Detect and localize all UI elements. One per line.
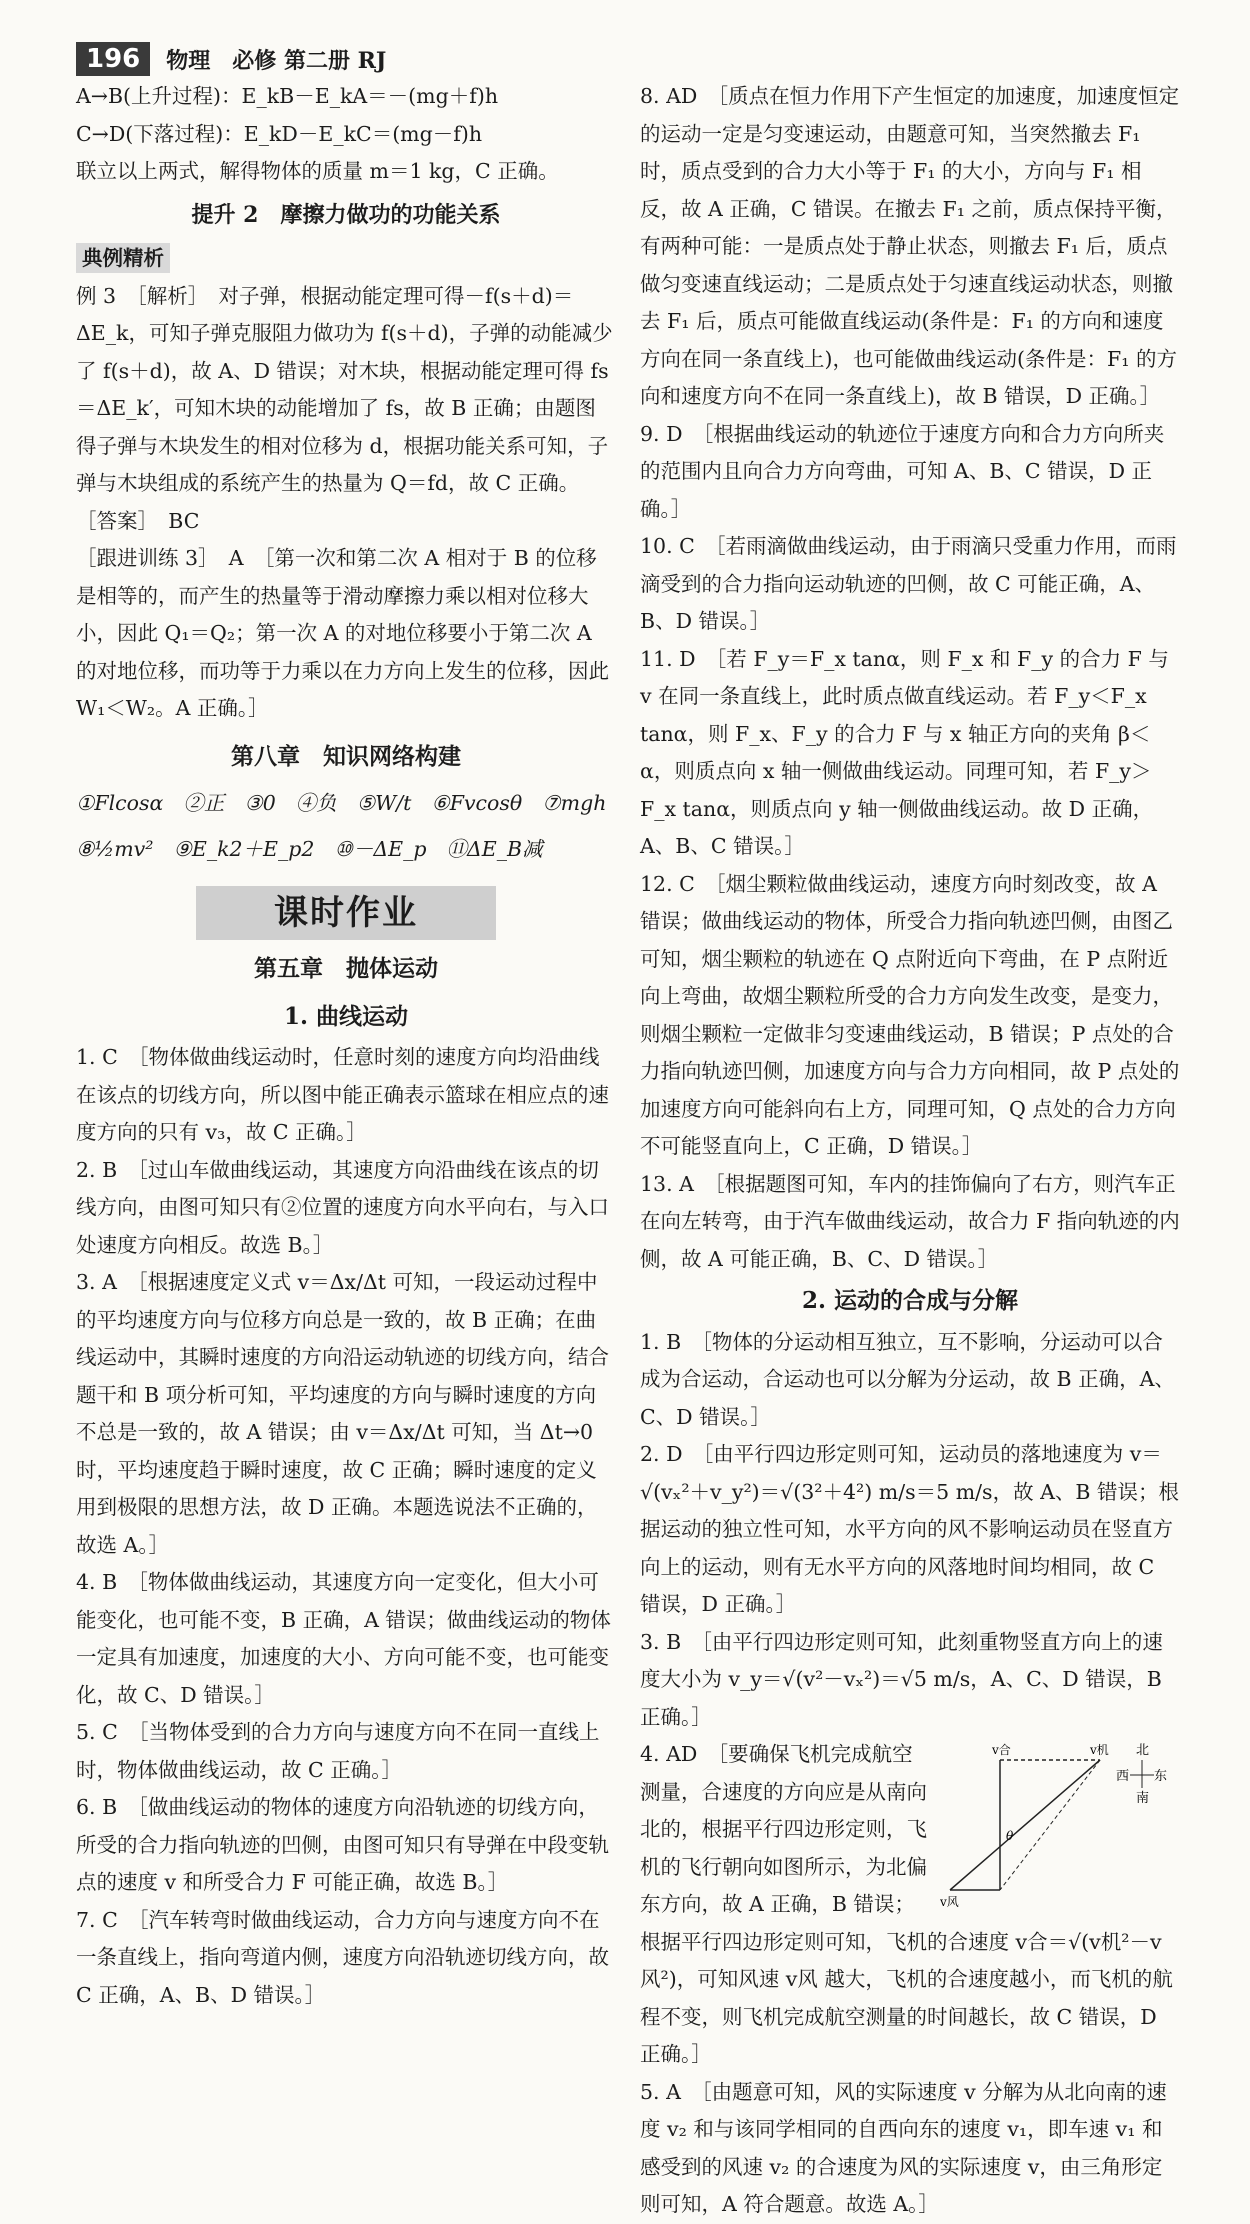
- chapter8-heading: 第八章 知识网络构建: [231, 742, 461, 770]
- lift2-heading: 提升 2 摩擦力做功的功能关系: [191, 201, 501, 228]
- answer-item: 1. C ［物体做曲线运动时，任意时刻的速度方向均沿曲线在该点的切线方向，所以图中能正确表示篮球在相应点的速度方向的只有 v₃，故 C 正确。］: [76, 1045, 609, 1144]
- answer-item: 5. C ［当物体受到的合力方向与速度方向不在同一直线上时，物体做曲线运动，故 C 正确。］: [76, 1720, 600, 1782]
- net-item: ⑥Fvcosθ: [431, 791, 523, 815]
- homework-banner: 课时作业: [196, 886, 496, 940]
- answer-item: 3. A ［根据速度定义式 v＝Δx/Δt 可知，一段运动过程中的平均速度方向与位移方向总是一致的，故 B 正确；在曲线运动中，其瞬时速度的方向沿运动轨迹的切线方向，结合题干和 B 项分析可知，平均速度的方向与瞬时速度的方向不总是一致的，故 A 错误；由 v＝Δx/Δt 可知，当 Δt→0 时，平均速度趋于瞬时速度，故 C 正确；瞬时速度的定义用到极限的思想方法，故 D 正确。本题选说法不正确的，故选 A。］: [76, 1270, 609, 1557]
- answer-text: ［答案］ BC: [76, 508, 200, 533]
- compass-east: 东: [1154, 1769, 1168, 1784]
- net-item: ③0: [244, 791, 276, 815]
- compass-north: 北: [1136, 1743, 1150, 1758]
- knowledge-network: [76, 785, 616, 868]
- chapter5-heading: 第五章 抛体运动: [254, 955, 438, 982]
- answer-item: 10. C ［若雨滴做曲线运动，由于雨滴只受重力作用，而雨滴受到的合力指向运动轨迹的凹侧，故 C 可能正确，A、B、D 错误。］: [640, 534, 1177, 633]
- net-item: ⑪ΔE_B减: [446, 836, 543, 861]
- answer-item: 4. B ［物体做曲线运动，其速度方向一定变化，但大小可能变化，也可能不变，B 正确，A 错误；做曲线运动的物体一定具有加速度，加速度的大小、方向可能不变，也可能变化，故 C、D 错误。］: [76, 1570, 611, 1707]
- velocity-diagram: [940, 1740, 1180, 1910]
- example-tag: 典例精析: [76, 243, 170, 273]
- net-item: ①Flcosα: [76, 791, 164, 815]
- answer-item: 13. A ［根据题图可知，车内的挂饰偏向了右方，则汽车正在向左转弯，由于汽车做曲线运动，故合力 F 指向轨迹的内侧，故 A 可能正确，B、C、D 错误。］: [640, 1171, 1180, 1271]
- answer-item: 4. AD ［要确保飞机完成航空测量，合速度的方向应是从南向北的，根据平行四边形定则，飞机的飞行朝向如图所示，为北偏东方向，故 A 正确，B 错误；根据平行四边形定则可知，飞机的合速度 v合＝√(v机²－v风²)，可知风速 v风 越大，飞机的合速度越小，而飞机的航程不变，则飞机完成航空测量的时间越长，故 C 错误，D 正确。］: [640, 1742, 1173, 2066]
- answer-item: 11. D ［若 F_y＝F_x tanα，则 F_x 和 F_y 的合力 F 与 v 在同一条直线上，此时质点做直线运动。若 F_y＜F_x tanα，则 F_x、F_y 的合力 F 与 x 轴正方向的夹角 β＜α，则质点向 x 轴一侧做曲线运动。同理可知，若 F_y＞F_x tanα，则质点向 y 轴一侧做曲线运动。故 D 正确，A、B、C 错误。］: [640, 646, 1169, 858]
- answer-item: 8. AD ［质点在恒力作用下产生恒定的加速度，加速度恒定的运动一定是匀变速运动，由题意可知，当突然撤去 F₁ 时，质点受到的合力大小等于 F₁ 的大小，方向与 F₁ 相反，故 A 正确，C 错误。在撤去 F₁ 之前，质点保持平衡，有两种可能：一是质点处于静止状态，则撤去 F₁ 后，质点做匀变速直线运动；二是质点处于匀速直线运动状态，则撤去 F₁ 后，质点可能做直线运动(条件是：F₁ 的方向和速度方向在同一条直线上)，也可能做曲线运动(条件是：F₁ 的方向和速度方向不在同一条直线上)，故 B 错误，D 正确。］: [640, 84, 1180, 408]
- compass-south: 南: [1136, 1791, 1150, 1806]
- answer-item: 1. B ［物体的分运动相互独立，互不影响，分运动可以合成为合运动，合运动也可以分解为分运动，故 B 正确，A、C、D 错误。］: [640, 1329, 1175, 1429]
- answer-item: 3. B ［由平行四边形定则可知，此刻重物竖直方向上的速度大小为 v_y＝√(v²－vₓ²)＝√5 m/s，A、C、D 错误，B 正确。］: [640, 1629, 1163, 1729]
- v-ji-arrow: [950, 1760, 1100, 1890]
- diagram-line: [1000, 1760, 1100, 1890]
- text-line: 联立以上两式，解得物体的质量 m＝1 kg，C 正确。: [76, 159, 559, 183]
- label-theta: θ: [1006, 1829, 1014, 1843]
- text-line: A→B(上升过程)：E_kB－E_kA＝－(mg＋f)h: [76, 84, 499, 108]
- answer-item: 9. D ［根据曲线运动的轨迹位于速度方向和合力方向所夹的范围内且向合力方向弯曲，可知 A、B、C 错误，D 正确。］: [640, 421, 1165, 521]
- net-item: ⑦mgh: [542, 791, 607, 815]
- section1-heading: 1. 曲线运动: [283, 1002, 409, 1030]
- section2-heading: 2. 运动的合成与分解: [801, 1287, 1019, 1314]
- answer-item: 7. C ［汽车转弯时做曲线运动，合力方向与速度方向不在一条直线上，指向弯道内侧，速度方向沿轨迹切线方向，故 C 正确，A、B、D 错误。］: [76, 1907, 609, 2007]
- net-item: ②正: [183, 791, 225, 815]
- answer-item: 5. A ［由题意可知，风的实际速度 v 分解为从北向南的速度 v₂ 和与该同学相同的自西向东的速度 v₁，即车速 v₁ 和感受到的风速 v₂ 的合速度为风的实际速度 v，由三角形定则可知，A 符合题意。故选 A。］: [640, 2079, 1167, 2216]
- label-v-ji: v机: [1090, 1743, 1109, 1757]
- answer-item: 6. B ［做曲线运动的物体的速度方向沿轨迹的切线方向，所受的合力指向轨迹的凹侧，由图可知只有导弹在中段变轨点的速度 v 和所受合力 F 可能正确，故选 B。］: [76, 1795, 609, 1894]
- answer-item: 2. D ［由平行四边形定则可知，运动员的落地速度为 v＝√(vₓ²＋v_y²)＝√(3²＋4²) m/s＝5 m/s，故 A、B 错误；根据运动的独立性可知，水平方向的风不影响运动员在竖直方向上的运动，则有无水平方向的风落地时间均相同，故 C 错误，D 正确。］: [640, 1442, 1179, 1616]
- net-item: ④负: [295, 791, 337, 815]
- net-item: ⑨E_k2＋E_p2: [173, 836, 315, 861]
- label-v-feng: v风: [940, 1895, 959, 1909]
- page-number: 196: [76, 42, 150, 76]
- net-item: ⑩－ΔE_p: [334, 836, 427, 861]
- book-title: 物理 必修 第二册 RJ: [166, 47, 387, 74]
- follow-practice-text: ［跟进训练 3］ A ［第一次和第二次 A 相对于 B 的位移是相等的，而产生的热量等于滑动摩擦力乘以相对位移大小，因此 Q₁＝Q₂；第一次 A 的对地位移要小于第二次 A 的对地位移，而功等于力乘以在力方向上发生的位移，因此 W₁＜W₂。A 正确。］: [76, 546, 609, 720]
- answer-item: 2. B ［过山车做曲线运动，其速度方向沿曲线在该点的切线方向，由图可知只有②位置的速度方向水平向右，与入口处速度方向相反。故选 B。］: [76, 1157, 609, 1257]
- answer-item: 12. C ［烟尘颗粒做曲线运动，速度方向时刻改变，故 A 错误；做曲线运动的物体，所受合力指向轨迹凹侧，由图乙可知，烟尘颗粒的轨迹在 Q 点附近向下弯曲，在 P 点附近向上弯曲，故烟尘颗粒所受的合力方向发生改变，是变力，则烟尘颗粒一定做非匀变速曲线运动，B 错误；P 点处的合力指向轨迹凹侧，加速度方向与合力方向相同，故 P 点处的加速度方向可能斜向右上方，同理可知，Q 点处的合力方向不可能竖直向上，C 正确，D 错误。］: [640, 871, 1180, 1158]
- example3-text: 例 3 ［解析］ 对子弹，根据动能定理可得－f(s＋d)＝ΔE_k，可知子弹克服阻力做功为 f(s＋d)，子弹的动能减少了 f(s＋d)，故 A、D 错误；对木块，根据动能定理可得 fs＝ΔE_k′，可知木块的动能增加了 fs，故 B 正确；由题图得子弹与木块发生的相对位移为 d，根据功能关系可知，子弹与木块组成的系统产生的热量为 Q＝fd，故 C 正确。: [76, 283, 613, 495]
- text-line: C→D(下落过程)：E_kD－E_kC＝(mg－f)h: [76, 121, 483, 146]
- right-column: [640, 78, 1180, 2224]
- net-item: ⑧½mv²: [76, 836, 154, 861]
- left-column: [76, 78, 616, 2014]
- page-header: [76, 38, 386, 80]
- label-v-he: v合: [992, 1743, 1011, 1757]
- net-item: ⑤W/t: [356, 791, 412, 815]
- compass-west: 西: [1116, 1769, 1130, 1784]
